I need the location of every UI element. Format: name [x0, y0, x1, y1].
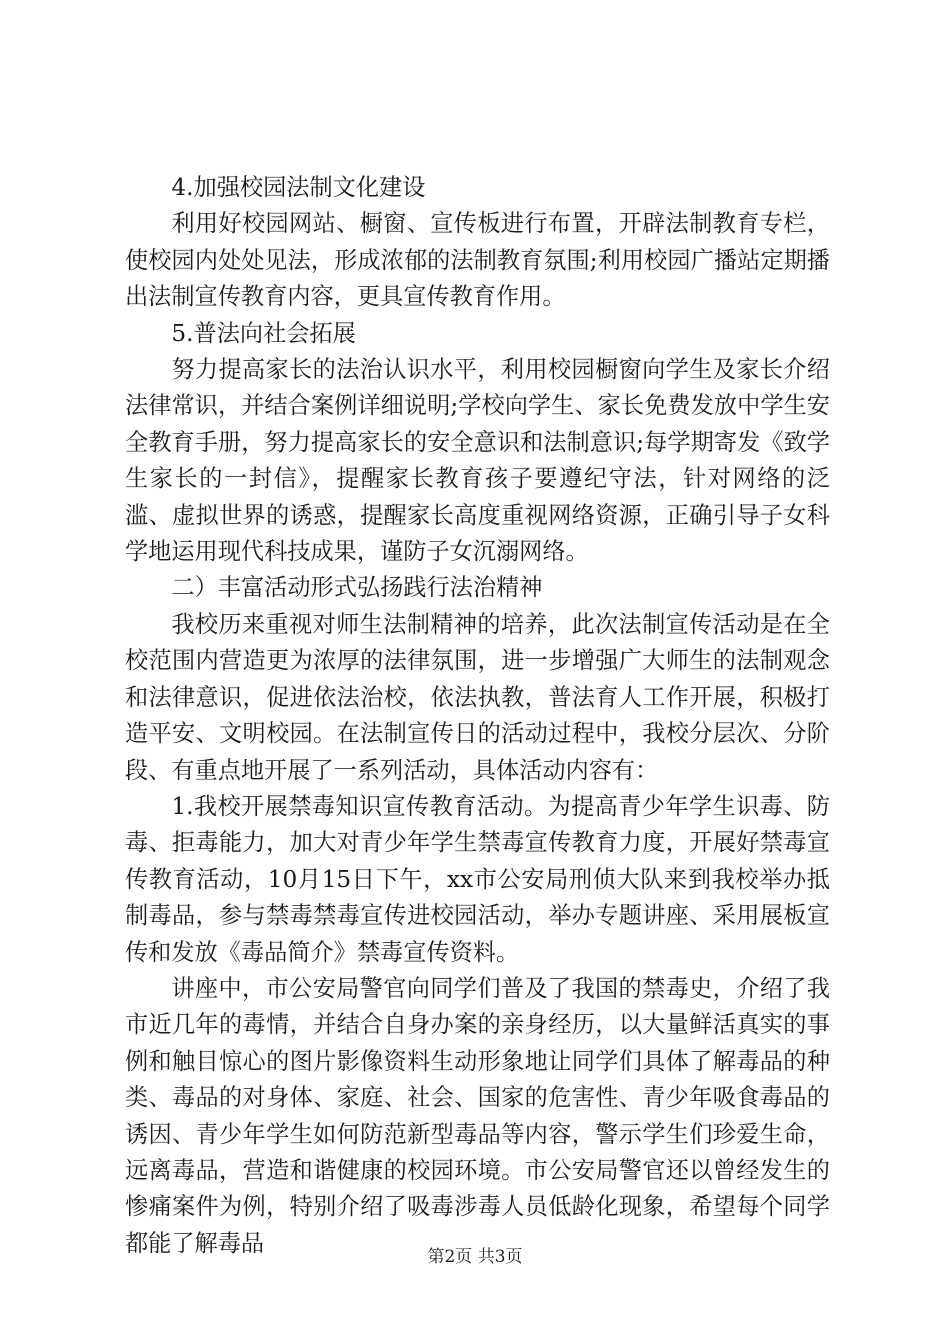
- section-heading-5: 5.普法向社会拓展: [171, 319, 356, 347]
- section-heading-2: 二）丰富活动形式弘扬践行法治精神: [171, 574, 543, 602]
- paragraph-activities-intro: 我校历来重视对师生法制精神的培养，此次法制宣传活动是在全校范围内营造更为浓厚的法律氛围，进一步增强广大师生的法制观念和法律意识，促进依法治校，依法执教，普法育人工作开展，积极打造平安、文明校园。在法制宣传日的活动过程中，我校分层次、分阶段、有重点地开展了一系列活动，具体活动内容有：: [125, 610, 830, 784]
- document-body: [125, 170, 830, 1262]
- paragraph-lecture: 讲座中，市公安局警官向同学们普及了我国的禁毒史，介绍了我市近几年的毒情，并结合自身办案的亲身经历，以大量鲜活真实的事例和触目惊心的图片影像资料生动形象地让同学们具体了解毒品的种类、毒品的对身体、家庭、社会、国家的危害性、青少年吸食毒品的诱因、青少年学生如何防范新型毒品等内容，警示学生们珍爱生命，远离毒品，营造和谐健康的校园环境。市公安局警官还以曾经发生的惨痛案件为例，特别介绍了吸毒涉毒人员低龄化现象，希望每个同学都能了解毒品: [125, 974, 830, 1257]
- paragraph-parents-outreach: 努力提高家长的法治认识水平，利用校园橱窗向学生及家长介绍法律常识，并结合案例详细说明;学校向学生、家长免费发放中学生安全教育手册，努力提高家长的安全意识和法制意识;每学期寄发《致学生家长的一封信》，提醒家长教育孩子要遵纪守法，针对网络的泛滥、虚拟世界的诱惑，提醒家长高度重视网络资源，正确引导子女科学地运用现代科技成果，谨防子女沉溺网络。: [125, 356, 830, 566]
- section-heading-4: 4.加强校园法制文化建设: [171, 174, 426, 201]
- paragraph-campus-culture: 利用好校园网站、橱窗、宣传板进行布置，开辟法制教育专栏，使校园内处处见法，形成浓郁的法制教育氛围;利用校园广播站定期播出法制宣传教育内容，更具宣传教育作用。: [125, 210, 830, 311]
- page-number: 第2页 共3页: [427, 1247, 523, 1267]
- paragraph-anti-drug-activity: 1.我校开展禁毒知识宣传教育活动。为提高青少年学生识毒、防毒、拒毒能力，加大对青少年学生禁毒宣传教育力度，开展好禁毒宣传教育活动，10月15日下午，xx市公安局刑侦大队来到我校举办抵制毒品，参与禁毒禁毒宣传进校园活动，举办专题讲座、采用展板宣传和发放《毒品简介》禁毒宣传资料。: [125, 792, 830, 966]
